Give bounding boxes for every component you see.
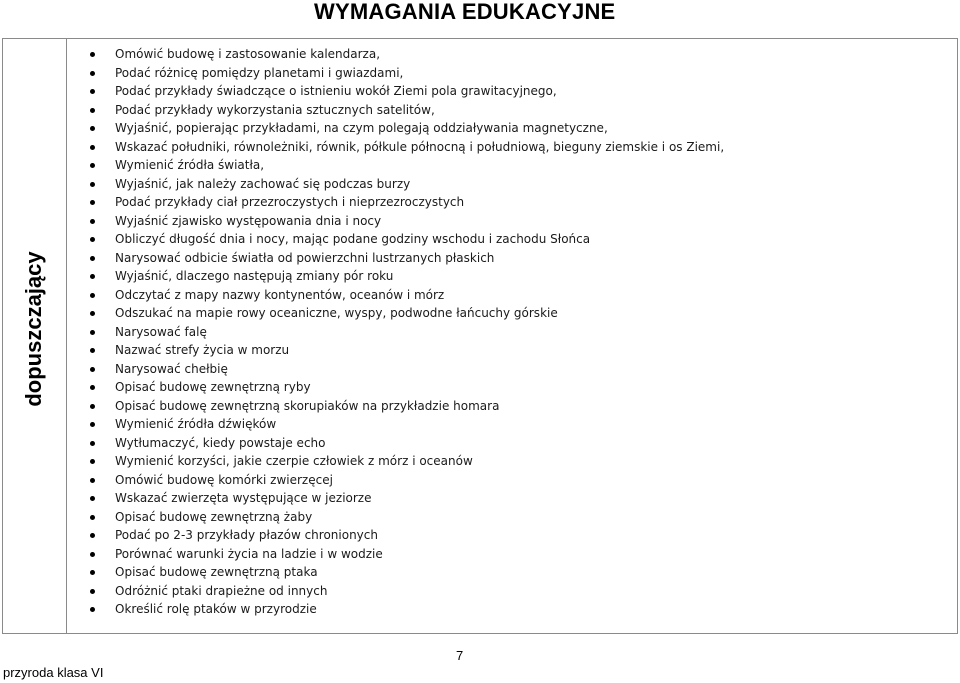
list-item-text: Wymienić źródła światła,	[115, 158, 265, 172]
bullet-icon	[90, 478, 95, 483]
list-item-text: Wskazać południki, równoleżniki, równik, półkule północną i południową, bieguny ziemskie i os Ziemi,	[115, 139, 725, 154]
bullet-icon	[90, 552, 95, 557]
list-item	[90, 397, 724, 416]
list-item-text: Odszukać na mapie rowy oceaniczne, wyspy, podwodne łańcuchy górskie	[115, 306, 558, 320]
list-item	[90, 471, 724, 490]
list-item	[90, 249, 724, 268]
list-item	[90, 175, 724, 194]
bullet-icon	[90, 348, 95, 353]
list-item	[90, 452, 724, 471]
list-item-text: Określić rolę ptaków w przyrodzie	[115, 602, 317, 616]
list-item	[90, 323, 724, 342]
page-number: 7	[456, 648, 464, 663]
list-item	[90, 360, 724, 379]
list-item-text: Podać po 2-3 przykłady płazów chronionych	[115, 528, 378, 542]
list-item-text: Opisać budowę zewnętrzną żaby	[115, 509, 313, 524]
bullet-icon	[90, 145, 95, 150]
bullet-icon	[90, 570, 95, 575]
list-item-text: Porównać warunki życia na ladzie i w wodzie	[115, 546, 383, 561]
list-item-text: Wymienić korzyści, jakie czerpie człowiek z mórz i oceanów	[115, 454, 473, 468]
list-item-text: Podać przykłady świadczące o istnieniu wokół Ziemi pola grawitacyjnego,	[115, 84, 557, 98]
list-item-text: Podać przykłady ciał przezroczystych i nieprzezroczystych	[115, 195, 465, 209]
list-item	[90, 378, 724, 397]
list-item-text: Obliczyć długość dnia i nocy, mając podane godziny wschodu i zachodu Słońca	[115, 232, 591, 246]
list-item-text: Odczytać z mapy nazwy kontynentów, oceanów i mórz	[115, 287, 445, 302]
bullet-icon	[90, 589, 95, 594]
list-item	[90, 138, 724, 157]
list-item-text: Narysować chełbię	[115, 361, 228, 376]
bullet-icon	[90, 422, 95, 427]
list-item	[90, 304, 724, 323]
page-title: WYMAGANIA EDUKACYJNE	[314, 0, 616, 24]
list-item-text: Wyjaśnić, dlaczego następują zmiany pór roku	[115, 269, 394, 283]
bullet-icon	[90, 311, 95, 316]
list-item-text: Nazwać strefy życia w morzu	[115, 343, 290, 357]
bullet-icon	[90, 330, 95, 335]
bullet-icon	[90, 256, 95, 261]
list-item	[90, 101, 724, 120]
list-item	[90, 286, 724, 305]
bullet-icon	[90, 108, 95, 113]
bullet-icon	[90, 163, 95, 168]
list-item	[90, 489, 724, 508]
list-item	[90, 156, 724, 175]
list-item	[90, 230, 724, 249]
bullet-icon	[90, 367, 95, 372]
list-item	[90, 582, 724, 601]
list-item-text: Podać przykłady wykorzystania sztucznych satelitów,	[115, 102, 435, 117]
list-item	[90, 64, 724, 83]
list-item	[90, 545, 724, 564]
list-item	[90, 508, 724, 527]
list-item	[90, 212, 724, 231]
list-item-text: Wymienić źródła dźwięków	[115, 417, 277, 431]
bullet-icon	[90, 441, 95, 446]
bullet-icon	[90, 219, 95, 224]
bullet-icon	[90, 126, 95, 131]
bullet-icon	[90, 496, 95, 501]
list-item	[90, 600, 724, 619]
list-item	[90, 193, 724, 212]
list-item	[90, 563, 724, 582]
bullet-icon	[90, 404, 95, 409]
list-item-text: Wyjaśnić, popierając przykładami, na czym polegają oddziaływania magnetyczne,	[115, 121, 608, 135]
grade-level-label: dopuszczający	[21, 251, 46, 407]
list-item-text: Wyjaśnić, jak należy zachować się podczas burzy	[115, 176, 411, 191]
bullet-icon	[90, 52, 95, 57]
list-item-text: Omówić budowę komórki zwierzęcej	[115, 472, 333, 487]
list-item-text: Odróżnić ptaki drapieżne od innych	[115, 583, 328, 598]
list-item-text: Wskazać zwierzęta występujące w jeziorze	[115, 491, 372, 505]
list-item	[90, 267, 724, 286]
list-item-text: Narysować falę	[115, 324, 207, 339]
bullet-icon	[90, 515, 95, 520]
list-item-text: Opisać budowę zewnętrzną ptaka	[115, 565, 318, 579]
bullet-icon	[90, 533, 95, 538]
bullet-icon	[90, 200, 95, 205]
list-item	[90, 415, 724, 434]
list-item	[90, 341, 724, 360]
bullet-icon	[90, 459, 95, 464]
footer-subject-label: przyroda klasa VI	[3, 665, 104, 680]
bullet-icon	[90, 89, 95, 94]
bullet-icon	[90, 71, 95, 76]
bullet-icon	[90, 293, 95, 298]
list-item	[90, 82, 724, 101]
list-item	[90, 45, 724, 64]
bullet-icon	[90, 182, 95, 187]
bullet-icon	[90, 385, 95, 390]
list-item	[90, 434, 724, 453]
list-item	[90, 119, 724, 138]
bullet-icon	[90, 274, 95, 279]
list-item-text: Wyjaśnić zjawisko występowania dnia i nocy	[115, 213, 382, 228]
list-item-text: Podać różnicę pomiędzy planetami i gwiazdami,	[115, 65, 404, 80]
list-item-text: Omówić budowę i zastosowanie kalendarza,	[115, 47, 381, 61]
bullet-icon	[90, 607, 95, 612]
list-item-text: Narysować odbicie światła od powierzchni lustrzanych płaskich	[115, 250, 495, 265]
list-item	[90, 526, 724, 545]
requirements-list	[90, 45, 724, 619]
list-item-text: Opisać budowę zewnętrzną skorupiaków na przykładzie homara	[115, 398, 500, 413]
list-item-text: Opisać budowę zewnętrzną ryby	[115, 380, 311, 394]
bullet-icon	[90, 237, 95, 242]
list-item-text: Wytłumaczyć, kiedy powstaje echo	[115, 435, 326, 450]
